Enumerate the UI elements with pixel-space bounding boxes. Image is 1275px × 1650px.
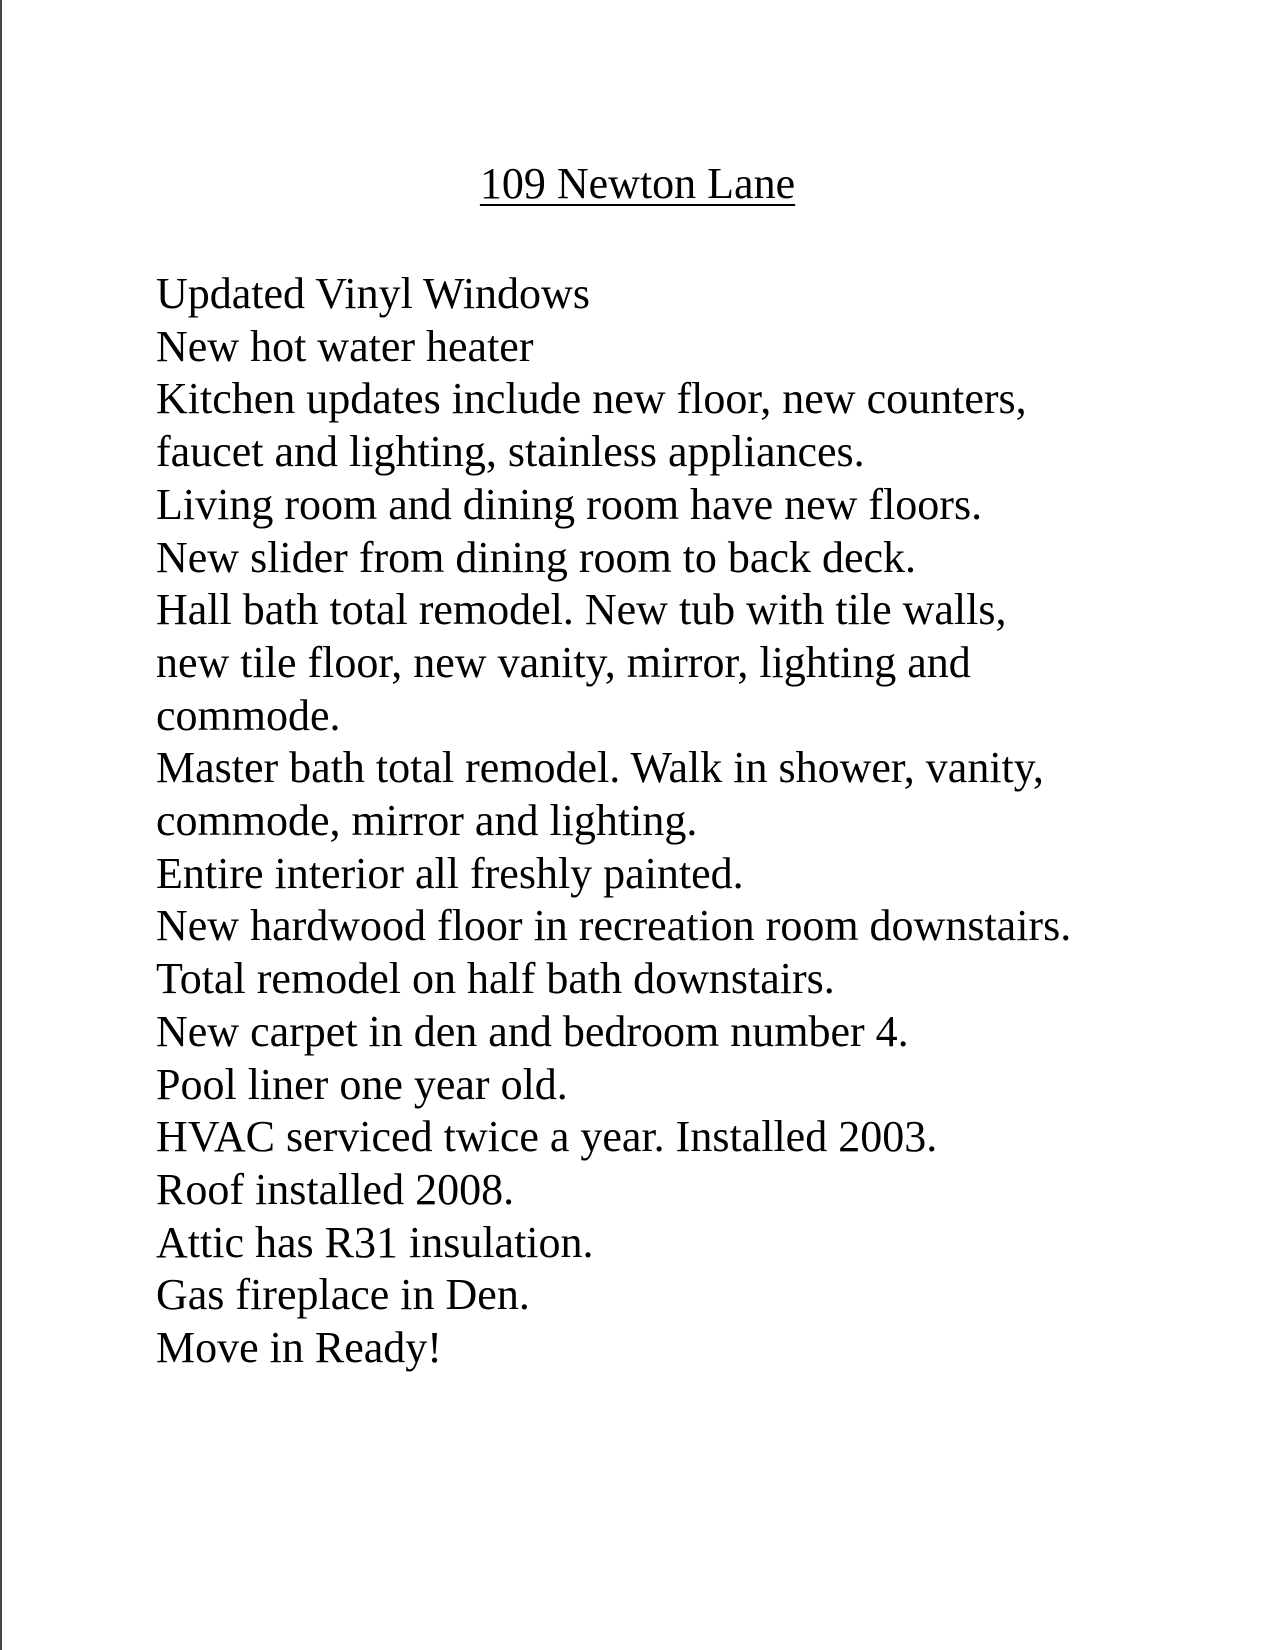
feature-line: HVAC serviced twice a year. Installed 2003. (156, 1112, 938, 1162)
feature-list (156, 268, 1236, 1375)
feature-line: Gas fireplace in Den. (156, 1270, 530, 1320)
feature-line: Total remodel on half bath downstairs. (156, 954, 835, 1004)
feature-line: Living room and dining room have new floors. (156, 479, 983, 529)
feature-line: Kitchen updates include new floor, new counters, (156, 374, 1027, 424)
feature-line: Move in Ready! (156, 1323, 442, 1373)
feature-line: faucet and lighting, stainless appliances. (156, 427, 865, 477)
page-edge (0, 0, 2, 1650)
feature-line: New carpet in den and bedroom number 4. (156, 1006, 909, 1056)
feature-line: Master bath total remodel. Walk in shower, vanity, (156, 743, 1044, 793)
feature-line: Pool liner one year old. (156, 1059, 568, 1109)
feature-line: New hardwood floor in recreation room downstairs. (156, 901, 1072, 951)
feature-line: Roof installed 2008. (156, 1164, 515, 1214)
feature-line: commode, mirror and lighting. (156, 796, 698, 846)
feature-line: Entire interior all freshly painted. (156, 848, 744, 898)
feature-line: New hot water heater (156, 321, 534, 371)
page-title (0, 158, 1275, 210)
feature-line: Attic has R31 insulation. (156, 1217, 594, 1267)
feature-line: commode. (156, 690, 341, 740)
feature-line: Hall bath total remodel. New tub with tile walls, (156, 585, 1007, 635)
page-title-text: 109 Newton Lane (479, 159, 796, 208)
feature-line: Updated Vinyl Windows (156, 269, 590, 318)
feature-line: New slider from dining room to back deck. (156, 532, 917, 582)
feature-line: new tile floor, new vanity, mirror, lighting and (156, 637, 971, 687)
